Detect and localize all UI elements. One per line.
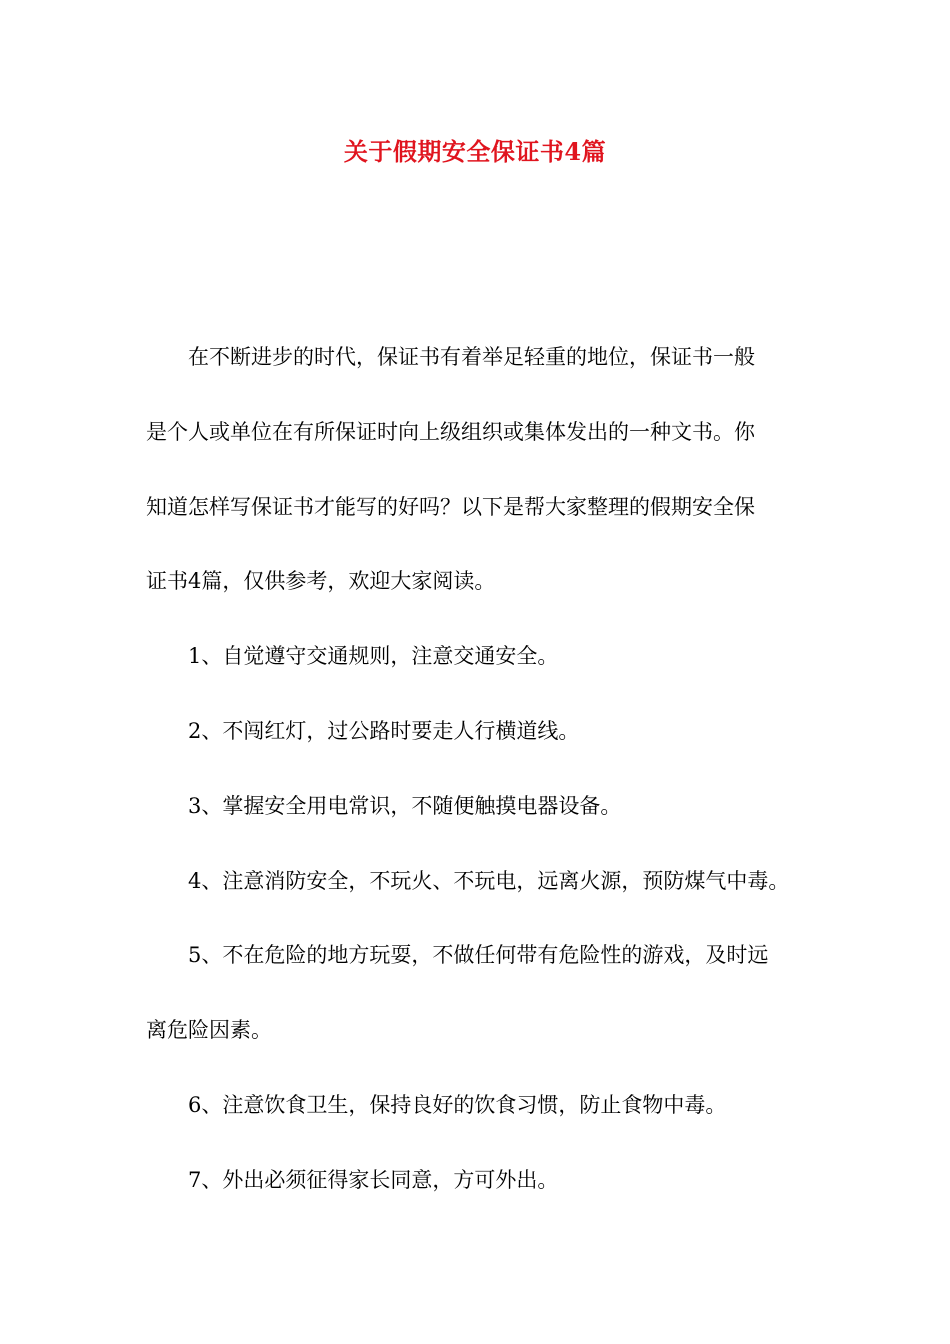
item-5: 5、不在危险的地方玩耍，不做任何带有危险性的游戏，及时远: [188, 943, 769, 968]
intro-line-1: 在不断进步的时代，保证书有着举足轻重的地位，保证书一般: [188, 345, 755, 369]
item-6: 6、注意饮食卫生，保持良好的饮食习惯，防止食物中毒。: [188, 1092, 727, 1117]
document-body: [146, 320, 811, 1218]
intro-line-2: 是个人或单位在有所保证时向上级组织或集体发出的一种文书。你: [146, 419, 755, 444]
item-4: 4、注意消防安全，不玩火、不玩电，远离火源，预防煤气中毒。: [188, 868, 790, 893]
item-1: 1、自觉遵守交通规则，注意交通安全。: [188, 644, 559, 669]
item-7: 7、外出必须征得家长同意，方可外出。: [188, 1167, 559, 1192]
intro-line-4: 证书4篇，仅供参考，欢迎大家阅读。: [146, 569, 496, 594]
item-2: 2、不闯红灯，过公路时要走人行横道线。: [188, 718, 580, 743]
intro-line-3: 知道怎样写保证书才能写的好吗？以下是帮大家整理的假期安全保: [146, 494, 755, 519]
item-3: 3、掌握安全用电常识，不随便触摸电器设备。: [188, 793, 622, 818]
document-title: 关于假期安全保证书4篇: [343, 137, 607, 166]
item-5-continued: 离危险因素。: [146, 1018, 272, 1043]
